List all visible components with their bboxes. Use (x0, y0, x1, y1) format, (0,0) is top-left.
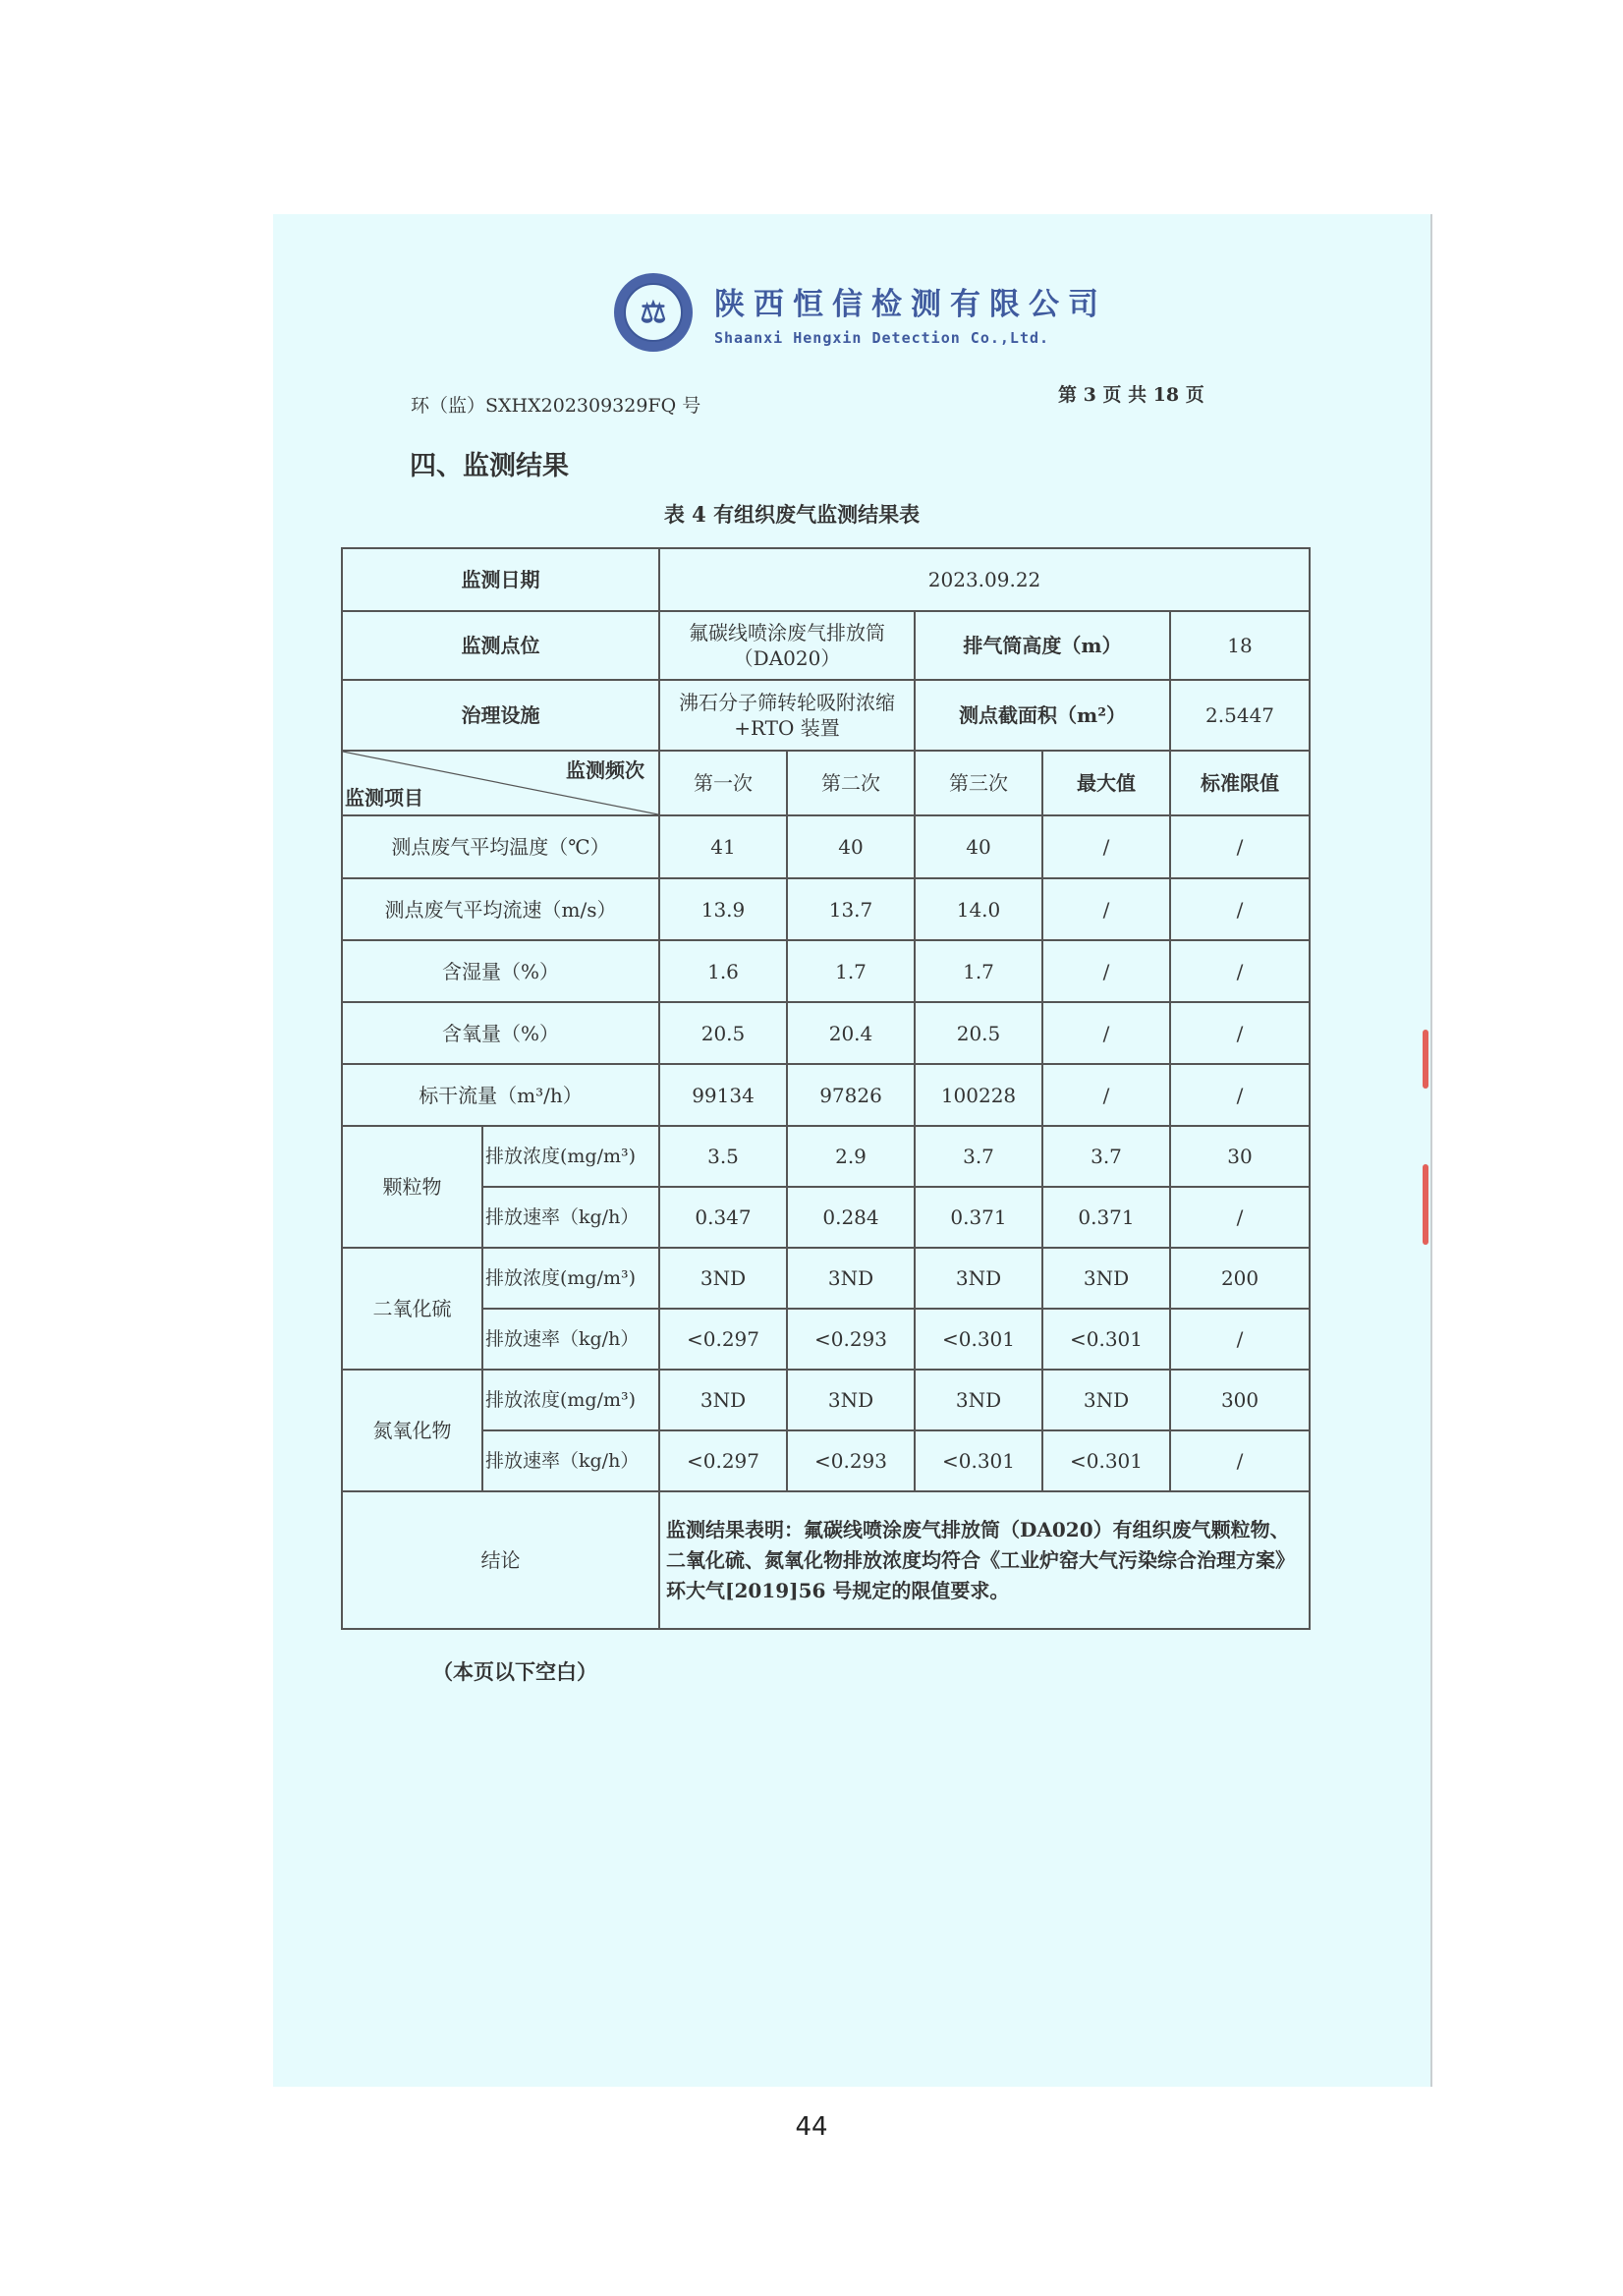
table-row-so2-rate (342, 1309, 1310, 1370)
seal-stamp-edge-bottom (1423, 1164, 1428, 1245)
report-number: 环（监）SXHX202309329FQ 号 (411, 395, 701, 417)
table-row-so2-concentration (342, 1248, 1310, 1309)
cell: 0.371 (915, 1187, 1042, 1248)
results-table (341, 547, 1311, 1630)
cell: <0.301 (915, 1309, 1042, 1370)
row-column-headers (342, 751, 1310, 815)
row-facility (342, 680, 1310, 751)
cell: / (1042, 815, 1170, 878)
row-point (342, 611, 1310, 680)
seal-stamp-edge-top (1423, 1030, 1428, 1089)
facility-value: 沸石分子筛转轮吸附浓缩+RTO 装置 (659, 680, 915, 751)
sub-label: 排放浓度(mg/m³) (482, 1126, 659, 1187)
sub-label: 排放速率（kg/h） (482, 1187, 659, 1248)
company-header (614, 263, 1107, 362)
table-row-moisture (342, 940, 1310, 1002)
cell: 40 (915, 815, 1042, 878)
cell: 13.7 (787, 878, 915, 940)
stack-height-value: 18 (1170, 611, 1310, 680)
conclusion-label: 结论 (342, 1491, 659, 1629)
cell: 0.371 (1042, 1187, 1170, 1248)
cell: 3ND (1042, 1370, 1170, 1430)
cell: 3.7 (915, 1126, 1042, 1187)
cell: 40 (787, 815, 915, 878)
area-label: 测点截面积（m²） (915, 680, 1170, 751)
cell: 99134 (659, 1064, 787, 1126)
area-value: 2.5447 (1170, 680, 1310, 751)
cell: / (1042, 1002, 1170, 1064)
cell: 3ND (787, 1370, 915, 1430)
cell: / (1042, 878, 1170, 940)
pollutant-name: 二氧化硫 (342, 1248, 482, 1370)
table-row-pm-concentration (342, 1126, 1310, 1187)
cell: 3ND (1042, 1248, 1170, 1309)
row-label: 测点废气平均温度（℃） (342, 815, 659, 878)
cell: / (1170, 1430, 1310, 1491)
cell: <0.301 (915, 1430, 1042, 1491)
cell: 1.7 (915, 940, 1042, 1002)
corner-frequency-label: 监测频次 (566, 758, 644, 782)
row-label: 含氧量（%） (342, 1002, 659, 1064)
row-label: 含湿量（%） (342, 940, 659, 1002)
facility-label: 治理设施 (342, 680, 659, 751)
cell: 14.0 (915, 878, 1042, 940)
table-row-dry-flow (342, 1064, 1310, 1126)
cell: <0.293 (787, 1309, 915, 1370)
cell: 20.5 (659, 1002, 787, 1064)
sub-label: 排放浓度(mg/m³) (482, 1370, 659, 1430)
cell: 3ND (659, 1248, 787, 1309)
cell: / (1042, 1064, 1170, 1126)
cell: 20.5 (915, 1002, 1042, 1064)
sub-label: 排放速率（kg/h） (482, 1309, 659, 1370)
cell: / (1170, 878, 1310, 940)
cell: <0.301 (1042, 1309, 1170, 1370)
cell: <0.301 (1042, 1430, 1170, 1491)
cell: 1.6 (659, 940, 787, 1002)
col-header-3: 第三次 (915, 751, 1042, 815)
cell: 300 (1170, 1370, 1310, 1430)
col-header-limit: 标准限值 (1170, 751, 1310, 815)
table-row-conclusion (342, 1491, 1310, 1629)
table-row-oxygen (342, 1002, 1310, 1064)
cell: / (1170, 1309, 1310, 1370)
table-title: 表 4 有组织废气监测结果表 (663, 502, 921, 527)
sub-label: 排放速率（kg/h） (482, 1430, 659, 1491)
footer-page-number: 44 (795, 2112, 828, 2142)
cell: 2.9 (787, 1126, 915, 1187)
col-header-1: 第一次 (659, 751, 787, 815)
stack-height-label: 排气筒高度（m） (915, 611, 1170, 680)
cell: 13.9 (659, 878, 787, 940)
cell: 0.284 (787, 1187, 915, 1248)
cell: <0.297 (659, 1309, 787, 1370)
table-row-temperature (342, 815, 1310, 878)
company-name-en: Shaanxi Hengxin Detection Co.,Ltd. (714, 328, 1050, 347)
section-title: 四、监测结果 (410, 451, 569, 481)
blank-page-note: （本页以下空白） (432, 1659, 597, 1684)
cell: 30 (1170, 1126, 1310, 1187)
date-label: 监测日期 (342, 548, 659, 611)
cell: 20.4 (787, 1002, 915, 1064)
cell: 3ND (787, 1248, 915, 1309)
col-header-max: 最大值 (1042, 751, 1170, 815)
row-label: 测点废气平均流速（m/s） (342, 878, 659, 940)
table-row-nox-rate (342, 1430, 1310, 1491)
cell: 3ND (915, 1248, 1042, 1309)
cell: <0.297 (659, 1430, 787, 1491)
pollutant-name: 氮氧化物 (342, 1370, 482, 1491)
col-header-2: 第二次 (787, 751, 915, 815)
table-row-nox-concentration (342, 1370, 1310, 1430)
cell: / (1170, 1064, 1310, 1126)
cell: / (1170, 1187, 1310, 1248)
row-date (342, 548, 1310, 611)
cell: 3ND (659, 1370, 787, 1430)
point-label: 监测点位 (342, 611, 659, 680)
cell: 100228 (915, 1064, 1042, 1126)
cell: 1.7 (787, 940, 915, 1002)
cell: <0.293 (787, 1430, 915, 1491)
pollutant-name: 颗粒物 (342, 1126, 482, 1248)
table-row-velocity (342, 878, 1310, 940)
cell: 3.7 (1042, 1126, 1170, 1187)
sub-label: 排放浓度(mg/m³) (482, 1248, 659, 1309)
cell: / (1170, 940, 1310, 1002)
cell: 3.5 (659, 1126, 787, 1187)
company-name-cn: 陕西恒信检测有限公司 (714, 286, 1107, 322)
cell: / (1042, 940, 1170, 1002)
date-value: 2023.09.22 (659, 548, 1310, 611)
cell: 0.347 (659, 1187, 787, 1248)
cell: 97826 (787, 1064, 915, 1126)
cell: / (1170, 1002, 1310, 1064)
conclusion-text: 监测结果表明：氟碳线喷涂废气排放筒（DA020）有组织废气颗粒物、二氧化硫、氮氧化物排放浓度均符合《工业炉窑大气污染综合治理方案》环大气[2019]56 号规定的限值要求。 (659, 1491, 1310, 1629)
cell: 3ND (915, 1370, 1042, 1430)
row-label: 标干流量（m³/h） (342, 1064, 659, 1126)
cell: / (1170, 815, 1310, 878)
cell: 200 (1170, 1248, 1310, 1309)
table-title-wrap (0, 499, 1623, 529)
page-indicator: 第 3 页 共 18 页 (1058, 384, 1204, 406)
table-row-pm-rate (342, 1187, 1310, 1248)
cell: 41 (659, 815, 787, 878)
scales-of-justice-seal-icon: ⚖ (614, 273, 693, 352)
point-value: 氟碳线喷涂废气排放筒（DA020） (659, 611, 915, 680)
corner-item-label: 监测项目 (345, 786, 423, 810)
diagonal-header-cell (342, 751, 659, 815)
